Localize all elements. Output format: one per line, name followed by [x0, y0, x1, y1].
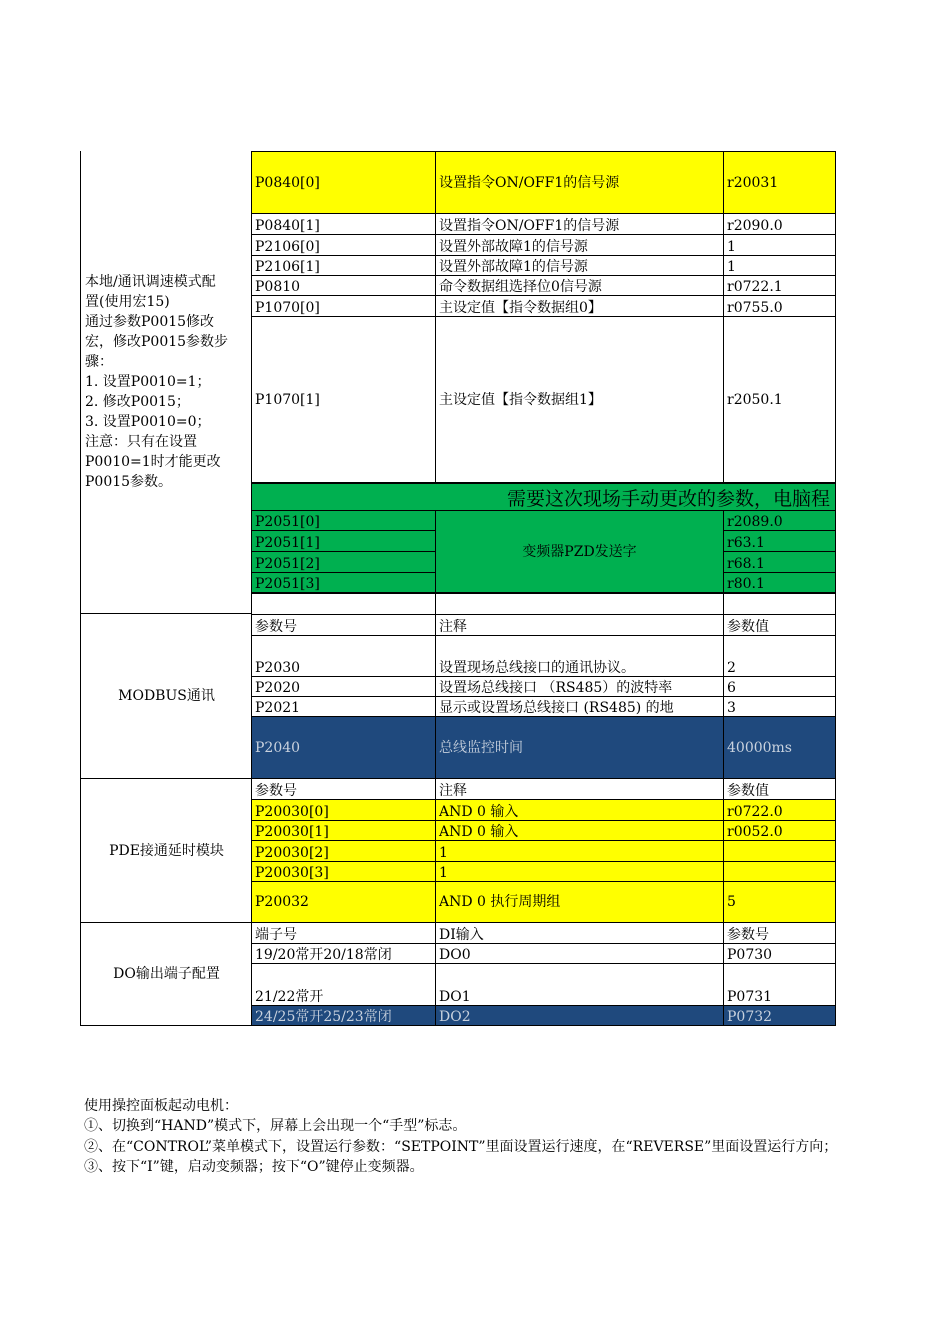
pde-row-3-value	[723, 862, 836, 882]
pde-row-1-note: AND 0 输入	[435, 821, 724, 841]
pde-row-0-value: r0722.0	[723, 800, 836, 821]
modbus-row-1-param: P2020	[251, 677, 436, 697]
pde-row-1-value: r0052.0	[723, 821, 836, 841]
do-row-0-param: 19/20常开20/18常闭	[251, 944, 436, 964]
do-row-0-value: P0730	[723, 944, 836, 964]
local-row-5-note: 主设定值【指令数据组0】	[435, 296, 724, 317]
modbus-row-2-param: P2021	[251, 697, 436, 717]
local-row-4-value: r0722.1	[723, 276, 836, 296]
local-row-3-param: P2106[1]	[251, 256, 436, 276]
pzd-row-2-value: r68.1	[723, 552, 836, 573]
pde-row-0-param: P20030[0]	[251, 800, 436, 821]
local-row-3-value: 1	[723, 256, 836, 276]
pde-header-note: 注释	[435, 779, 724, 800]
pzd-label: 变频器PZD发送字	[435, 511, 724, 594]
do-row-1-note: DO1	[435, 964, 724, 1006]
do-row-2-param: 24/25常开25/23常闭	[251, 1006, 436, 1026]
pde-row-0-note: AND 0 输入	[435, 800, 724, 821]
modbus-row-1-note: 设置场总线接口 （RS485）的波特率	[435, 677, 724, 697]
local-row-4-note: 命令数据组选择位0信号源	[435, 276, 724, 296]
section-local-text: 本地/通讯调速模式配 置(使用宏15) 通过参数P0015修改 宏，修改P0015参数步 骤： 1. 设置P0010=1； 2. 修改P0015； 3. 设置P0010=0； 注意：只有在设置 P0010=1时才能更改 P0015参数。	[85, 274, 229, 490]
do-row-2-note: DO2	[435, 1006, 724, 1026]
manual-change-banner: 需要这次现场手动更改的参数，电脑程	[251, 483, 836, 511]
local-row-2-note: 设置外部故障1的信号源	[435, 235, 724, 256]
local-row-1-note: 设置指令ON/OFF1的信号源	[435, 214, 724, 235]
notes-line-3: ③、按下“I”键，启动变频器；按下“O”键停止变频器。	[84, 1159, 424, 1175]
do-row-1-value: P0731	[723, 964, 836, 1006]
pzd-row-3-param: P2051[3]	[251, 573, 436, 594]
pde-row-1-param: P20030[1]	[251, 821, 436, 841]
pzd-row-0-param: P2051[0]	[251, 511, 436, 531]
modbus-row-0-note: 设置现场总线接口的通讯协议。	[435, 636, 724, 677]
pde-row-4-param: P20032	[251, 882, 436, 923]
do-header-value: 参数号	[723, 923, 836, 944]
pzd-row-0-value: r2089.0	[723, 511, 836, 531]
do-row-2-value: P0732	[723, 1006, 836, 1026]
pde-row-2-note: 1	[435, 841, 724, 862]
pde-row-2-param: P20030[2]	[251, 841, 436, 862]
spacer-cell	[723, 594, 836, 615]
section-do-label: DO输出端子配置	[80, 923, 252, 1026]
local-row-0-note: 设置指令ON/OFF1的信号源	[435, 152, 724, 214]
pzd-row-3-value: r80.1	[723, 573, 836, 594]
local-row-1-param: P0840[1]	[251, 214, 436, 235]
notes-line-1: ①、切换到“HAND”模式下，屏幕上会出现一个“手型”标志。	[84, 1118, 467, 1134]
modbus-row-3-note: 总线监控时间	[435, 717, 724, 779]
pde-row-2-value	[723, 841, 836, 862]
notes-line-0: 使用操控面板起动电机：	[84, 1098, 238, 1114]
modbus-header-value: 参数值	[723, 615, 836, 636]
notes-line-2: ②、在“CONTROL”菜单模式下，设置运行参数：“SETPOINT”里面设置运行速度，在“REVERSE”里面设置运行方向；	[84, 1139, 838, 1155]
local-row-6-param: P1070[1]	[251, 317, 436, 483]
spacer-cell	[435, 594, 724, 615]
pzd-row-1-value: r63.1	[723, 531, 836, 552]
do-header-note: DI输入	[435, 923, 724, 944]
do-row-0-note: DO0	[435, 944, 724, 964]
modbus-header-note: 注释	[435, 615, 724, 636]
modbus-row-2-note: 显示或设置场总线接口 (RS485) 的地	[435, 697, 724, 717]
modbus-row-2-value: 3	[723, 697, 836, 717]
section-local-label	[80, 151, 252, 614]
local-row-0-param: P0840[0]	[251, 152, 436, 214]
local-row-5-value: r0755.0	[723, 296, 836, 317]
pde-row-3-param: P20030[3]	[251, 862, 436, 882]
pde-header-param: 参数号	[251, 779, 436, 800]
pde-header-value: 参数值	[723, 779, 836, 800]
local-row-2-value: 1	[723, 235, 836, 256]
pzd-row-2-param: P2051[2]	[251, 552, 436, 573]
local-row-6-note: 主设定值【指令数据组1】	[435, 317, 724, 483]
local-row-6-value: r2050.1	[723, 317, 836, 483]
local-row-5-param: P1070[0]	[251, 296, 436, 317]
modbus-row-0-param: P2030	[251, 636, 436, 677]
pde-row-3-note: 1	[435, 862, 724, 882]
modbus-header-param: 参数号	[251, 615, 436, 636]
local-row-2-param: P2106[0]	[251, 235, 436, 256]
do-row-1-param: 21/22常开	[251, 964, 436, 1006]
modbus-row-0-value: 2	[723, 636, 836, 677]
local-row-4-param: P0810	[251, 276, 436, 296]
modbus-row-1-value: 6	[723, 677, 836, 697]
local-row-3-note: 设置外部故障1的信号源	[435, 256, 724, 276]
pde-row-4-value: 5	[723, 882, 836, 923]
pzd-row-1-param: P2051[1]	[251, 531, 436, 552]
local-row-1-value: r2090.0	[723, 214, 836, 235]
spacer-cell	[251, 594, 436, 615]
section-pde-label: PDE接通延时模块	[80, 779, 252, 923]
section-modbus-label: MODBUS通讯	[80, 614, 252, 779]
local-row-0-value: r20031	[723, 152, 836, 214]
do-header-param: 端子号	[251, 923, 436, 944]
modbus-row-3-value: 40000ms	[723, 717, 836, 779]
pde-row-4-note: AND 0 执行周期组	[435, 882, 724, 923]
modbus-row-3-param: P2040	[251, 717, 436, 779]
